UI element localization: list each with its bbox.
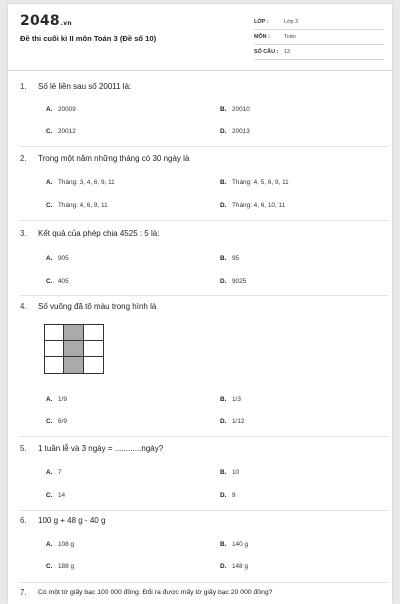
divider: [20, 510, 388, 511]
option-key: C.: [46, 128, 53, 135]
question-text: Số vuông đã tô màu trong hình là: [38, 302, 157, 311]
option-text: 14: [58, 492, 66, 499]
option-c[interactable]: [46, 492, 65, 499]
question-number: 5.: [20, 444, 27, 453]
meta-count: [254, 47, 384, 60]
grid-cell: [64, 341, 83, 357]
option-key: D.: [220, 128, 227, 135]
option-text: 188 g: [58, 563, 74, 570]
option-a[interactable]: [46, 469, 62, 476]
meta-count-value: 13: [284, 49, 290, 55]
option-key: C.: [46, 418, 53, 425]
option-text: Tháng: 4, 5, 6, 9, 11: [232, 179, 289, 186]
option-key: D.: [220, 492, 227, 499]
question-text: Có một tờ giấy bạc 100 000 đồng. Đổi ra được mấy tờ giấy bạc 20 000 đồng?: [38, 589, 273, 596]
grid-cell: [84, 325, 103, 341]
option-text: 20012: [58, 128, 76, 135]
option-text: 7: [58, 469, 62, 476]
option-key: A.: [46, 396, 53, 403]
option-b[interactable]: [220, 396, 241, 403]
option-b[interactable]: [220, 255, 239, 262]
grid-cell: [45, 357, 64, 373]
option-a[interactable]: [46, 541, 74, 548]
option-c[interactable]: [46, 128, 76, 135]
option-text: 148 g: [232, 563, 248, 570]
question-number: 4.: [20, 302, 27, 311]
option-text: 9025: [232, 278, 247, 285]
option-key: D.: [220, 563, 227, 570]
option-key: B.: [220, 106, 227, 113]
option-text: 9: [232, 492, 236, 499]
meta-subject: [254, 32, 384, 45]
option-key: C.: [46, 202, 53, 209]
meta-subject-label: MÔN :: [254, 34, 270, 40]
option-b[interactable]: [220, 106, 250, 113]
option-text: 405: [58, 278, 69, 285]
option-text: 108 g: [58, 541, 74, 548]
question-number: 1.: [20, 82, 27, 91]
option-key: A.: [46, 469, 53, 476]
option-c[interactable]: [46, 418, 67, 425]
shaded-grid-figure: [44, 324, 104, 374]
option-text: Tháng: 4, 6, 10, 11: [232, 202, 286, 209]
option-text: 1/12: [232, 418, 245, 425]
option-text: 20010: [232, 106, 250, 113]
option-d[interactable]: [220, 492, 236, 499]
question-number: 2.: [20, 154, 27, 163]
option-key: B.: [220, 396, 227, 403]
logo-suffix: .vn: [60, 20, 72, 27]
grid-cell: [45, 341, 64, 357]
option-key: C.: [46, 563, 53, 570]
divider: [20, 582, 388, 583]
option-a[interactable]: [46, 396, 67, 403]
option-key: D.: [220, 418, 227, 425]
option-c[interactable]: [46, 202, 108, 209]
option-d[interactable]: [220, 418, 244, 425]
option-b[interactable]: [220, 541, 248, 548]
option-text: 1/9: [58, 396, 67, 403]
option-key: B.: [220, 541, 227, 548]
meta-count-label: SỐ CÂU :: [254, 49, 279, 55]
grid-cell: [84, 341, 103, 357]
option-d[interactable]: [220, 128, 250, 135]
option-a[interactable]: [46, 255, 69, 262]
option-key: A.: [46, 255, 53, 262]
option-d[interactable]: [220, 563, 248, 570]
question-number: 7.: [20, 588, 27, 597]
option-b[interactable]: [220, 179, 289, 186]
option-text: 10: [232, 469, 240, 476]
option-key: B.: [220, 179, 227, 186]
option-text: Tháng: 4, 6, 9, 11: [58, 202, 108, 209]
question-text: 1 tuần lễ và 3 ngày = ............ngày?: [38, 444, 164, 453]
option-key: C.: [46, 278, 53, 285]
option-c[interactable]: [46, 563, 74, 570]
option-d[interactable]: [220, 278, 246, 285]
option-key: B.: [220, 255, 227, 262]
grid-cell: [64, 357, 83, 373]
divider: [20, 436, 388, 437]
option-d[interactable]: [220, 202, 285, 209]
exam-header: [8, 4, 392, 71]
option-text: 20013: [232, 128, 250, 135]
question-text: 100 g + 48 g - 40 g: [38, 516, 106, 525]
divider: [20, 146, 388, 147]
option-text: 95: [232, 255, 240, 262]
option-key: C.: [46, 492, 53, 499]
meta-class-label: LỚP :: [254, 19, 269, 25]
option-key: A.: [46, 106, 53, 113]
question-text: Trong một năm những tháng có 30 ngày là: [38, 154, 190, 163]
option-text: 6/9: [58, 418, 67, 425]
divider: [20, 220, 388, 221]
option-key: D.: [220, 202, 227, 209]
option-a[interactable]: [46, 106, 76, 113]
logo-text: 2048: [20, 13, 60, 29]
question-number: 3.: [20, 229, 27, 238]
meta-class-value: Lớp 3: [284, 19, 299, 25]
option-text: 905: [58, 255, 69, 262]
grid-cell: [45, 325, 64, 341]
option-text: 1/3: [232, 396, 241, 403]
option-key: B.: [220, 469, 227, 476]
option-text: Tháng: 3, 4, 6, 9, 11: [58, 179, 115, 186]
site-logo[interactable]: [20, 13, 72, 29]
meta-subject-value: Toán: [284, 34, 296, 40]
exam-sheet: [8, 4, 392, 604]
option-text: 20009: [58, 106, 76, 113]
divider: [20, 295, 388, 296]
meta-class: [254, 17, 384, 30]
option-text: 140 g: [232, 541, 248, 548]
exam-title: Đề thi cuối kì II môn Toán 3 (Đề số 10): [20, 34, 157, 43]
grid-cell: [64, 325, 83, 341]
option-b[interactable]: [220, 469, 239, 476]
option-c[interactable]: [46, 278, 69, 285]
question-text: Kết quả của phép chia 4525 : 5 là:: [38, 229, 160, 238]
question-text: Số lẻ liền sau số 20011 là:: [38, 82, 132, 91]
grid-cell: [84, 357, 103, 373]
option-key: A.: [46, 541, 53, 548]
option-key: A.: [46, 179, 53, 186]
option-a[interactable]: [46, 179, 115, 186]
question-number: 6.: [20, 516, 27, 525]
option-key: D.: [220, 278, 227, 285]
